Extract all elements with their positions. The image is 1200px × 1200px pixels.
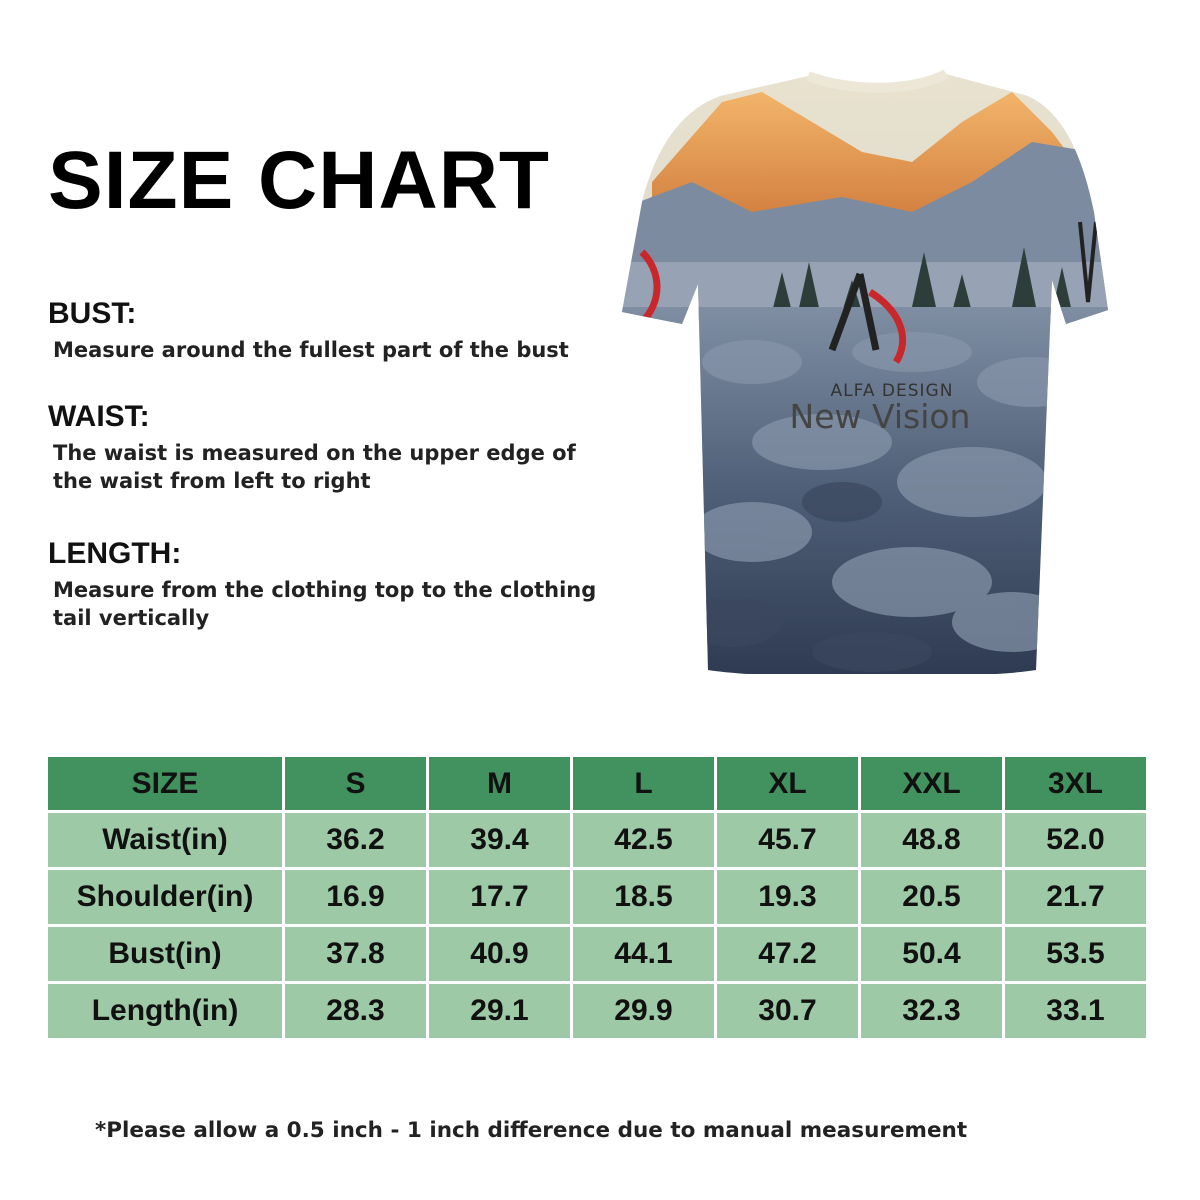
table-row-label: Length(in) (48, 984, 282, 1038)
table-header-cell: SIZE (48, 757, 282, 810)
length-description-line-1: Measure from the clothing top to the clothing (53, 577, 597, 602)
waist-description-line-1: The waist is measured on the upper edge of (53, 440, 576, 465)
length-section (48, 538, 608, 632)
length-heading: LENGTH: (48, 537, 182, 570)
bust-heading: BUST: (48, 297, 137, 330)
page-title: SIZE CHART (48, 135, 550, 226)
bust-description: Measure around the fullest part of the bust (53, 337, 569, 362)
table-cell: 17.7 (429, 870, 570, 924)
table-cell: 48.8 (861, 813, 1002, 867)
table-cell: 21.7 (1005, 870, 1146, 924)
waist-description (53, 439, 608, 496)
size-table (45, 754, 1149, 1041)
table-header-row (48, 757, 1146, 810)
table-cell: 45.7 (717, 813, 858, 867)
table-cell: 40.9 (429, 927, 570, 981)
logo-line-1: ALFA DESIGN (830, 381, 954, 401)
table-header-cell: M (429, 757, 570, 810)
table-cell: 32.3 (861, 984, 1002, 1038)
table-cell: 44.1 (573, 927, 714, 981)
table-cell: 39.4 (429, 813, 570, 867)
table-cell: 29.1 (429, 984, 570, 1038)
table-header-cell: S (285, 757, 426, 810)
waist-section (48, 401, 608, 495)
table-row (48, 927, 1146, 981)
table-cell: 19.3 (717, 870, 858, 924)
table-cell: 50.4 (861, 927, 1002, 981)
measurement-note: *Please allow a 0.5 inch - 1 inch difference due to manual measurement (95, 1118, 968, 1143)
waist-description-line-2: the waist from left to right (53, 468, 371, 493)
table-row (48, 984, 1146, 1038)
table-cell: 37.8 (285, 927, 426, 981)
table-cell: 47.2 (717, 927, 858, 981)
tshirt-image (612, 62, 1132, 674)
logo-line-2: New Vision (789, 397, 971, 436)
table-cell: 29.9 (573, 984, 714, 1038)
waist-heading: WAIST: (48, 400, 150, 433)
table-cell: 16.9 (285, 870, 426, 924)
table-row-label: Waist(in) (48, 813, 282, 867)
table-cell: 30.7 (717, 984, 858, 1038)
table-row-label: Shoulder(in) (48, 870, 282, 924)
table-cell: 53.5 (1005, 927, 1146, 981)
length-description-line-2: tail vertically (53, 605, 210, 630)
table-cell: 20.5 (861, 870, 1002, 924)
table-row-label: Bust(in) (48, 927, 282, 981)
table-cell: 52.0 (1005, 813, 1146, 867)
table-header-cell: XL (717, 757, 858, 810)
table-cell: 36.2 (285, 813, 426, 867)
bust-section (48, 298, 608, 364)
table-cell: 42.5 (573, 813, 714, 867)
table-row (48, 813, 1146, 867)
table-cell: 28.3 (285, 984, 426, 1038)
length-description (53, 576, 608, 633)
table-header-cell: L (573, 757, 714, 810)
table-header-cell: XXL (861, 757, 1002, 810)
table-cell: 18.5 (573, 870, 714, 924)
table-header-cell: 3XL (1005, 757, 1146, 810)
table-row (48, 870, 1146, 924)
table-cell: 33.1 (1005, 984, 1146, 1038)
